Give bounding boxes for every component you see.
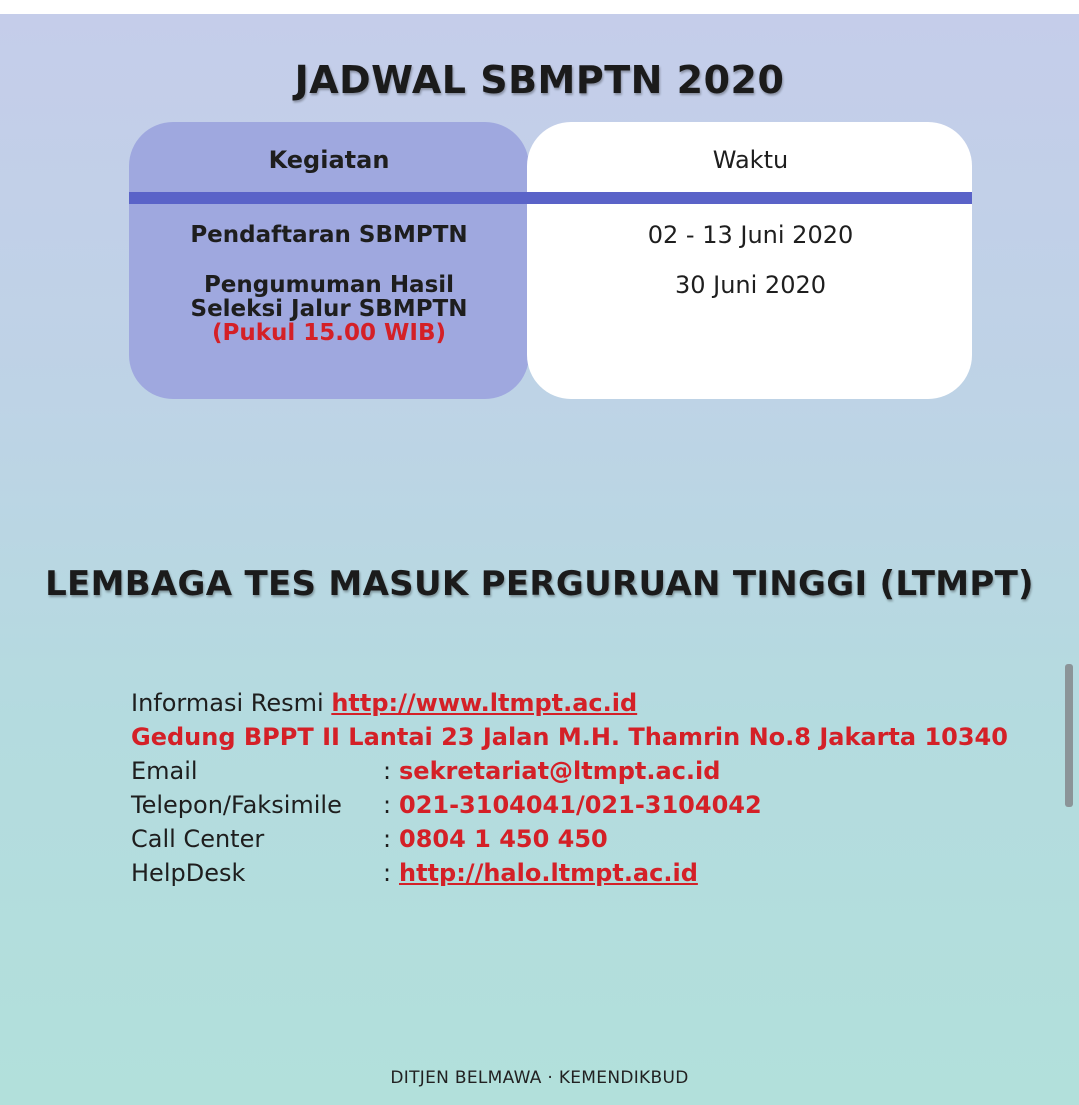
contact-row — [131, 754, 1008, 788]
institution-title: LEMBAGA TES MASUK PERGURUAN TINGGI (LTMPT) — [45, 564, 1034, 604]
row-time: 02 - 13 Juni 2020 — [647, 221, 854, 249]
address-text: Gedung BPPT II Lantai 23 Jalan M.H. Thamrin No.8 Jakarta 10340 — [131, 723, 1008, 751]
helpdesk-link[interactable]: http://halo.ltmpt.ac.id — [399, 859, 698, 887]
separator: : — [383, 859, 392, 887]
official-url-link[interactable]: http://www.ltmpt.ac.id — [331, 689, 638, 717]
call-center-value: 0804 1 450 450 — [399, 825, 608, 853]
contact-row — [131, 856, 1008, 890]
contact-row — [131, 788, 1008, 822]
header-waktu: Waktu — [712, 146, 789, 174]
activity-line: Seleksi Jalur SBMPTN — [190, 296, 468, 322]
contact-label: HelpDesk — [131, 859, 246, 887]
separator: : — [383, 825, 392, 853]
contact-row — [131, 822, 1008, 856]
activity-note: (Pukul 15.00 WIB) — [211, 320, 447, 346]
separator: : — [383, 791, 392, 819]
email-link[interactable]: sekretariat@ltmpt.ac.id — [399, 757, 721, 785]
scrollbar[interactable] — [1065, 664, 1073, 807]
official-label: Informasi Resmi — [131, 689, 324, 717]
official-info-row — [131, 686, 1008, 720]
footer-credit: DITJEN BELMAWA · KEMENDIKBUD — [390, 1068, 689, 1088]
contact-label: Email — [131, 757, 198, 785]
separator: : — [383, 757, 392, 785]
schedule-table — [129, 122, 972, 399]
table-divider — [129, 192, 972, 204]
row-time: 30 Juni 2020 — [674, 271, 827, 299]
row-activity — [129, 273, 529, 345]
phone-value: 021-3104041/021-3104042 — [399, 791, 762, 819]
address-row — [131, 720, 1008, 754]
poster — [0, 14, 1079, 1105]
contact-label: Call Center — [131, 825, 265, 853]
row-activity: Pendaftaran SBMPTN — [190, 222, 468, 248]
page-title: JADWAL SBMPTN 2020 — [294, 58, 785, 102]
contact-info — [131, 686, 1008, 890]
contact-label: Telepon/Faksimile — [131, 791, 342, 819]
activity-line: Pengumuman Hasil — [203, 272, 455, 298]
header-kegiatan: Kegiatan — [268, 146, 390, 174]
